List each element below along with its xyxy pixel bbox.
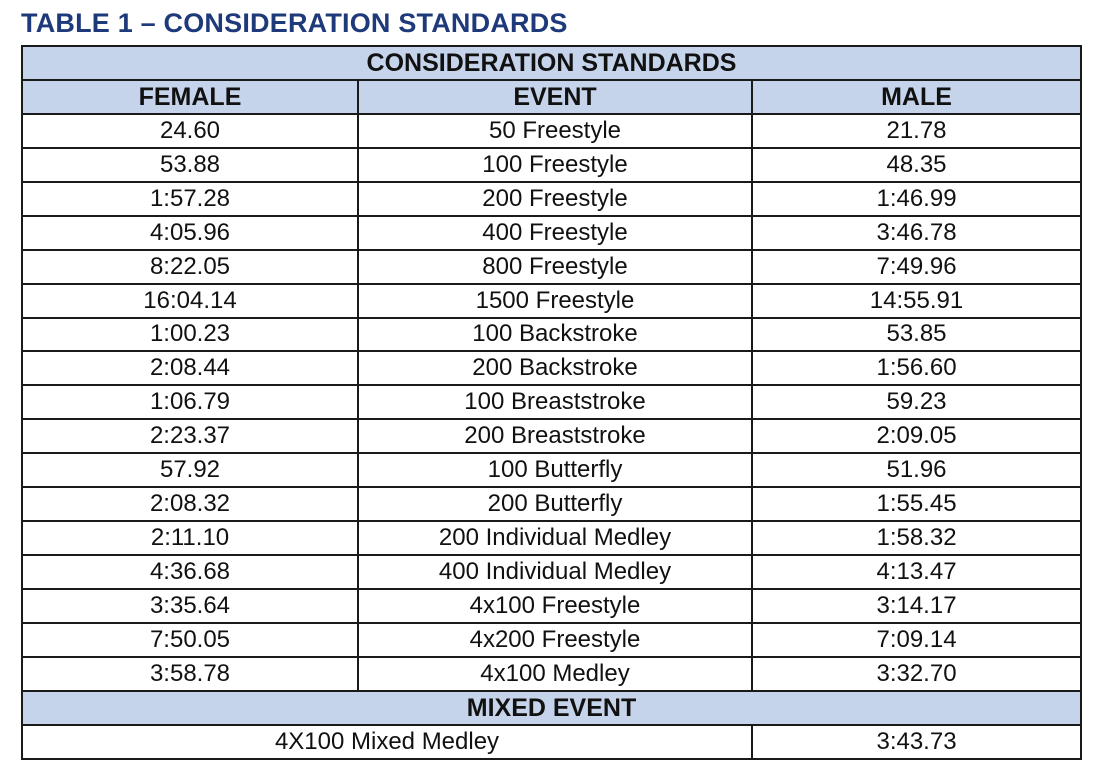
male-time-cell: 1:55.45 (752, 487, 1081, 521)
event-name-cell: 100 Freestyle (358, 148, 752, 182)
event-name-cell: 4x100 Freestyle (358, 589, 752, 623)
male-time-cell: 1:46.99 (752, 182, 1081, 216)
female-time-cell: 1:57.28 (22, 182, 358, 216)
female-time-cell: 1:00.23 (22, 318, 358, 352)
female-time-cell: 2:08.44 (22, 351, 358, 385)
event-name-cell: 100 Butterfly (358, 453, 752, 487)
event-name-cell: 800 Freestyle (358, 250, 752, 284)
male-time-cell: 3:32.70 (752, 657, 1081, 691)
event-name-cell: 200 Backstroke (358, 351, 752, 385)
female-column-header: FEMALE (22, 80, 358, 114)
female-time-cell: 3:58.78 (22, 657, 358, 691)
male-column-header: MALE (752, 80, 1081, 114)
female-time-cell: 8:22.05 (22, 250, 358, 284)
table-row (22, 453, 1081, 487)
female-time-cell: 53.88 (22, 148, 358, 182)
event-name-cell: 1500 Freestyle (358, 284, 752, 318)
event-name-cell: 200 Freestyle (358, 182, 752, 216)
female-time-cell: 16:04.14 (22, 284, 358, 318)
event-name-cell: 400 Individual Medley (358, 555, 752, 589)
male-time-cell: 4:13.47 (752, 555, 1081, 589)
female-time-cell: 7:50.05 (22, 623, 358, 657)
female-time-cell: 4:36.68 (22, 555, 358, 589)
female-time-cell: 24.60 (22, 114, 358, 148)
table-row (22, 657, 1081, 691)
event-name-cell: 100 Breaststroke (358, 385, 752, 419)
female-time-cell: 2:11.10 (22, 521, 358, 555)
male-time-cell: 51.96 (752, 453, 1081, 487)
male-time-cell: 7:09.14 (752, 623, 1081, 657)
table-row (22, 555, 1081, 589)
event-name-cell: 200 Butterfly (358, 487, 752, 521)
event-name-cell: 4x200 Freestyle (358, 623, 752, 657)
mixed-event-name: 4X100 Mixed Medley (22, 725, 752, 759)
female-time-cell: 2:08.32 (22, 487, 358, 521)
event-name-cell: 4x100 Medley (358, 657, 752, 691)
event-name-cell: 50 Freestyle (358, 114, 752, 148)
male-time-cell: 7:49.96 (752, 250, 1081, 284)
table-row (22, 114, 1081, 148)
table-row (22, 284, 1081, 318)
table-row (22, 385, 1081, 419)
female-time-cell: 1:06.79 (22, 385, 358, 419)
male-time-cell: 1:58.32 (752, 521, 1081, 555)
male-time-cell: 3:14.17 (752, 589, 1081, 623)
male-time-cell: 48.35 (752, 148, 1081, 182)
table-row (22, 250, 1081, 284)
event-name-cell: 100 Backstroke (358, 318, 752, 352)
male-time-cell: 3:46.78 (752, 216, 1081, 250)
table-banner: CONSIDERATION STANDARDS (22, 46, 1081, 80)
consideration-standards-table (21, 45, 1082, 760)
table-row (22, 521, 1081, 555)
page-title: TABLE 1 – CONSIDERATION STANDARDS (21, 8, 568, 38)
female-time-cell: 2:23.37 (22, 419, 358, 453)
male-time-cell: 53.85 (752, 318, 1081, 352)
event-name-cell: 400 Freestyle (358, 216, 752, 250)
table-row (22, 216, 1081, 250)
female-time-cell: 4:05.96 (22, 216, 358, 250)
table-row (22, 318, 1081, 352)
table-row (22, 487, 1081, 521)
female-time-cell: 3:35.64 (22, 589, 358, 623)
male-time-cell: 1:56.60 (752, 351, 1081, 385)
mixed-event-row (22, 725, 1081, 759)
table-banner-row (22, 46, 1081, 80)
event-column-header: EVENT (358, 80, 752, 114)
mixed-event-time: 3:43.73 (752, 725, 1081, 759)
male-time-cell: 21.78 (752, 114, 1081, 148)
column-header-row (22, 80, 1081, 114)
event-name-cell: 200 Individual Medley (358, 521, 752, 555)
male-time-cell: 14:55.91 (752, 284, 1081, 318)
event-name-cell: 200 Breaststroke (358, 419, 752, 453)
mixed-event-banner-row (22, 691, 1081, 725)
mixed-event-banner: MIXED EVENT (22, 691, 1081, 725)
table-row (22, 351, 1081, 385)
table-row (22, 182, 1081, 216)
male-time-cell: 59.23 (752, 385, 1081, 419)
table-row (22, 623, 1081, 657)
table-row (22, 419, 1081, 453)
female-time-cell: 57.92 (22, 453, 358, 487)
table-row (22, 589, 1081, 623)
male-time-cell: 2:09.05 (752, 419, 1081, 453)
table-row (22, 148, 1081, 182)
